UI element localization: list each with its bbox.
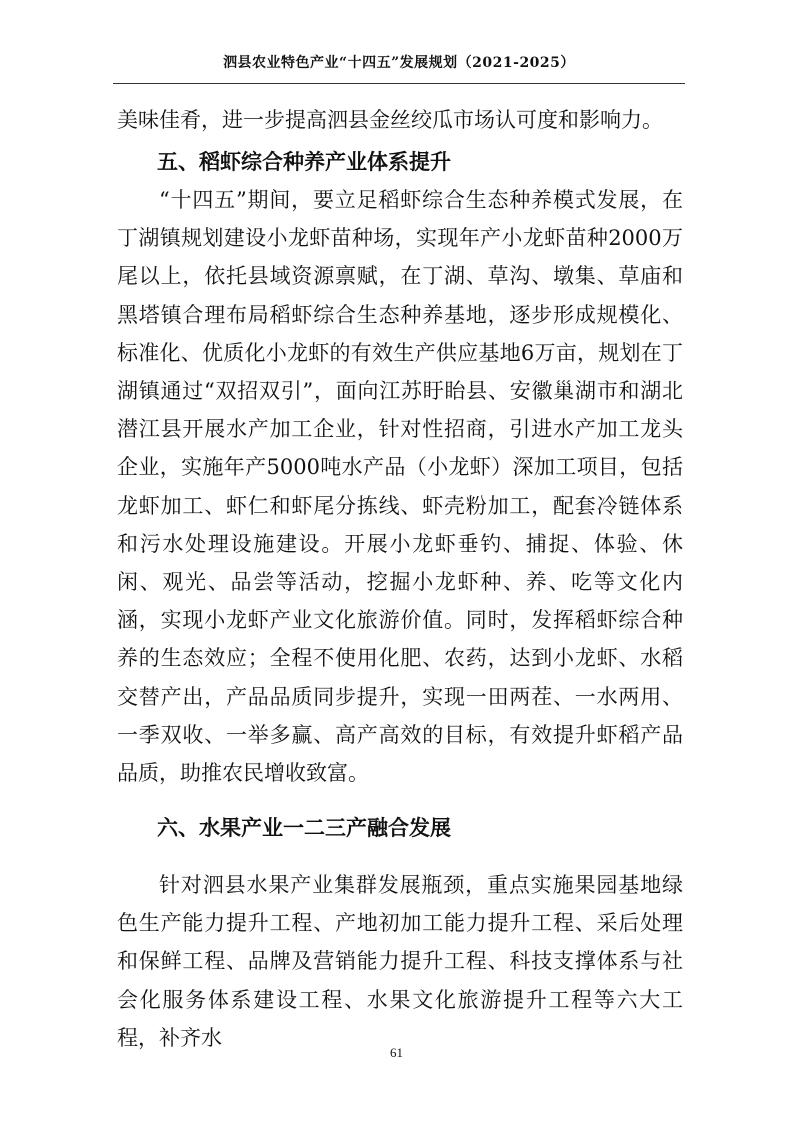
- section-heading-5: 五、稻虾综合种养产业体系提升: [157, 150, 451, 174]
- section-5-paragraph: “十四五”期间，要立足稻虾综合生态种养模式发展，在丁湖镇规划建设小龙虾苗种场，实现年产小龙虾苗种2000万尾以上，依托县域资源禀赋，在丁湖、草沟、墩集、草庙和黑塔镇合理布局稻虾综合生态种养基地，逐步形成规模化、标准化、优质化小龙虾的有效生产供应基地6万亩，规划在丁湖镇通过“双招双引”，面向江苏盱眙县、安徽巢湖市和湖北潜江县开展水产加工企业，针对性招商，引进水产加工龙头企业，实施年产5000吨水产品（小龙虾）深加工项目，包括龙虾加工、虾仁和虾尾分拣线、虾壳粉加工，配套冷链体系和污水处理设施建设。开展小龙虾垂钓、捕捉、体验、休闲、观光、品尝等活动，挖掘小龙虾种、养、吃等文化内涵，实现小龙虾产业文化旅游价值。同时，发挥稻虾综合种养的生态效应；全程不使用化肥、农药，达到小龙虾、水稻交替产出，产品品质同步提升，实现一田两茬、一水两用、一季双收、一举多赢、高产高效的目标，有效提升虾稻产品品质，助推农民增收致富。: [117, 188, 683, 786]
- section-heading-6: 六、水果产业一二三产融合发展: [157, 816, 451, 840]
- page-number: 61: [390, 1045, 403, 1060]
- continued-paragraph: 美味佳肴，进一步提高泗县金丝绞瓜市场认可度和影响力。: [117, 108, 663, 132]
- section-6-paragraph: 针对泗县水果产业集群发展瓶颈，重点实施果园基地绿色生产能力提升工程、产地初加工能力提升工程、采后处理和保鲜工程、品牌及营销能力提升工程、科技支撑体系与社会化服务体系建设工程、水果文化旅游提升工程等六大工程，补齐水: [117, 873, 683, 1050]
- running-header: 泗县农业特色产业“十四五”发展规划（2021-2025）: [223, 55, 575, 71]
- header-divider: [113, 83, 685, 84]
